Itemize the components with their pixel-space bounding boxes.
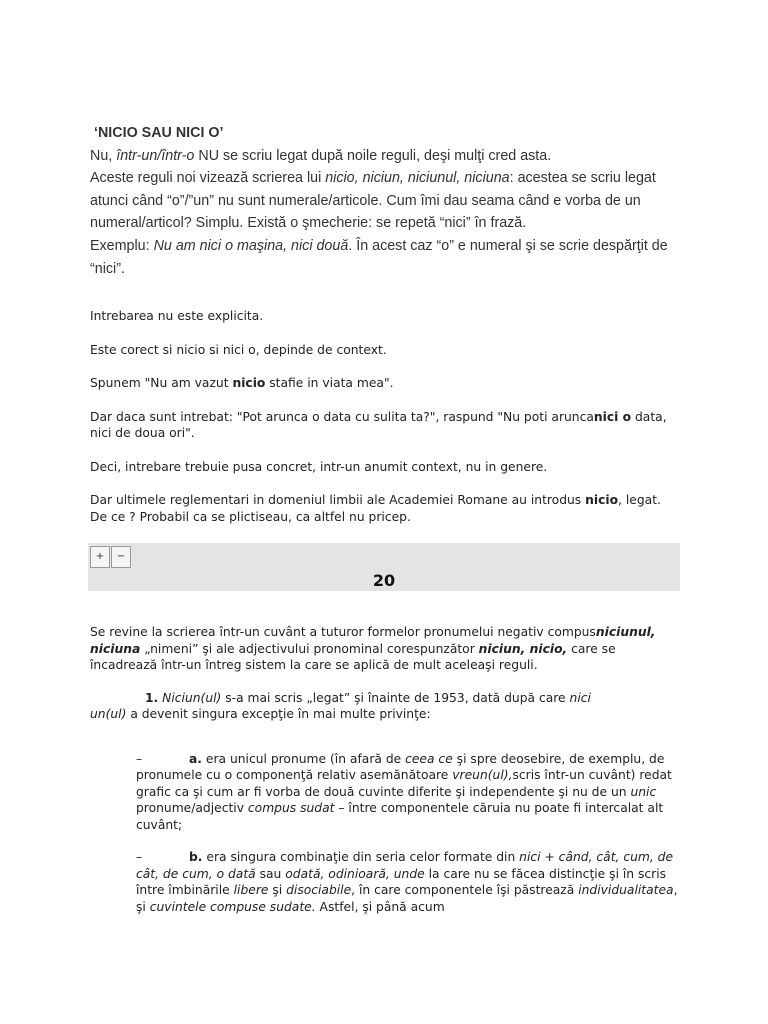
text: Se revine la scrierea într-un cuvânt a tuturor formelor pronumelui negativ compus	[90, 625, 596, 639]
vote-count: 20	[372, 571, 396, 590]
sub-item-a	[90, 751, 680, 834]
text: Nu,	[90, 147, 117, 164]
item-number: 1.	[145, 690, 159, 705]
answer-section	[90, 308, 680, 542]
italic-text: odată, odinioară, unde	[285, 866, 425, 881]
text: seama când e vorba	[471, 192, 601, 209]
intro-paragraph	[90, 624, 680, 674]
second-answer-section	[90, 624, 680, 931]
italic-text: ceea ce	[405, 751, 453, 766]
text: acestea se scriu	[517, 170, 621, 187]
text: :	[509, 170, 518, 187]
line-continuation	[90, 706, 680, 723]
answer-paragraph: Intrebarea nu este explicita.	[90, 309, 264, 323]
italic-text: vreun(ul),	[452, 768, 513, 782]
text: Astfel, şi până acum	[315, 899, 445, 914]
italic-text: într-un/într-o	[116, 147, 195, 164]
text: era singura combinaţie din seria celor formate din	[202, 850, 520, 864]
text: NU se scriu legat după noile reguli, deşi mulţi cred asta.	[194, 147, 552, 164]
article-title: ‘NICIO SAU NICI O’	[94, 125, 224, 141]
italic-text: Niciun(ul)	[162, 690, 222, 705]
numbered-item	[90, 690, 680, 723]
italic-text: nicio, niciun, niciunul, niciuna	[325, 170, 510, 187]
italic-text: nici	[569, 690, 591, 705]
italic-text: individualitatea	[578, 883, 674, 897]
item-letter: b.	[189, 850, 203, 864]
italic-text: un(ul)	[90, 707, 127, 721]
text: pronume/adjectiv	[136, 801, 248, 815]
text: sau	[255, 866, 286, 881]
bold-italic-text: niciun, nicio,	[478, 641, 568, 656]
text: „nimeni” şi ale adjectivului pronominal corespunzător	[140, 641, 479, 656]
item-letter: a.	[189, 751, 202, 766]
dash: –	[136, 751, 143, 766]
text: , în care componentele îşi păstrează	[351, 883, 579, 897]
text: scris într-un cuvânt) redat grafic ca şi cum ar fi vorba de două cuvinte diferite şi independente şi nu de un	[136, 768, 672, 799]
sub-item-b	[90, 849, 680, 915]
text: Spunem "Nu am vazut	[90, 376, 233, 390]
text: . În acest caz “o” e numeral şi se scrie despărţit de “nici”.	[90, 237, 668, 277]
text: de un numeral/articol? Simplu. Există o şmecherie: se repetă “nici” în frază.	[90, 192, 641, 232]
bold-text: nicio	[585, 493, 619, 507]
text: Exemplu:	[90, 237, 154, 254]
text: Aceste reguli noi vizează scrierea lui	[90, 170, 326, 187]
answer-paragraph: Deci, intrebare trebuie pusa concret, intr-un anumit context, nu in genere.	[90, 459, 548, 474]
article-section	[90, 122, 680, 280]
answer-paragraph: Este corect si nicio si nici o, depinde de context.	[90, 342, 387, 357]
text: , şi	[136, 883, 678, 914]
paragraph-example	[90, 235, 680, 280]
text: – între componentele căruia nu poate fi intercalat alt cuvânt;	[136, 801, 664, 832]
bold-text: nicio	[232, 376, 266, 390]
italic-text: libere	[233, 883, 269, 897]
italic-text: cuvintele compuse sudate.	[149, 899, 316, 914]
paragraph-rule	[90, 145, 680, 168]
text: , legat. De ce ? Probabil ca se plictiseau, ca altfel nu pricep.	[90, 493, 661, 524]
vote-panel	[88, 543, 680, 591]
text: la care nu se făcea distincţie şi în scris între îmbinările	[136, 866, 667, 897]
text: Dar daca sunt intrebat: "Pot arunca o data cu sulita ta?", raspund "Nu poti arunca	[90, 409, 594, 424]
upvote-button[interactable]: +	[90, 546, 110, 568]
text: şi spre deosebire, de exemplu, de pronumele cu o componenţă relativ asemănătoare	[136, 751, 665, 782]
text: era unicul pronume (în afară de	[201, 751, 406, 766]
answer-paragraph	[90, 375, 680, 392]
paragraph-explanation	[90, 167, 680, 235]
bold-italic-text: niciunul, niciuna	[90, 625, 656, 656]
text: şi	[268, 883, 287, 897]
text: legat atunci când “o”/”un” nu sunt numerale/articole. Cum îmi dau	[90, 170, 656, 209]
downvote-button[interactable]: −	[111, 546, 131, 568]
text: stafie in viata mea".	[265, 376, 394, 390]
dash: –	[136, 850, 143, 864]
italic-text: Nu am nici o maşina, nici două	[153, 237, 349, 254]
italic-text: nici + când, cât, cum, de cât, de cum, o dată	[136, 850, 674, 881]
answer-paragraph	[90, 492, 680, 525]
italic-text: disociabile	[286, 883, 352, 897]
text: s-a mai scris „legat” şi înainte de 1953, dată după care	[221, 690, 570, 705]
text: care se încadrează într-un întreg sistem la care se aplică de mult aceleaşi reguli.	[90, 641, 616, 672]
italic-text: unic	[630, 784, 657, 799]
italic-text: compus sudat	[247, 801, 335, 815]
bold-text: nici o	[593, 409, 632, 424]
text: Dar ultimele reglementari in domeniul limbii ale Academiei Romane au introdus	[90, 493, 586, 507]
text: data, nici de doua ori".	[90, 409, 667, 440]
text: a devenit singura excepţie în mai multe privinţe:	[126, 707, 431, 721]
answer-paragraph	[90, 409, 680, 442]
